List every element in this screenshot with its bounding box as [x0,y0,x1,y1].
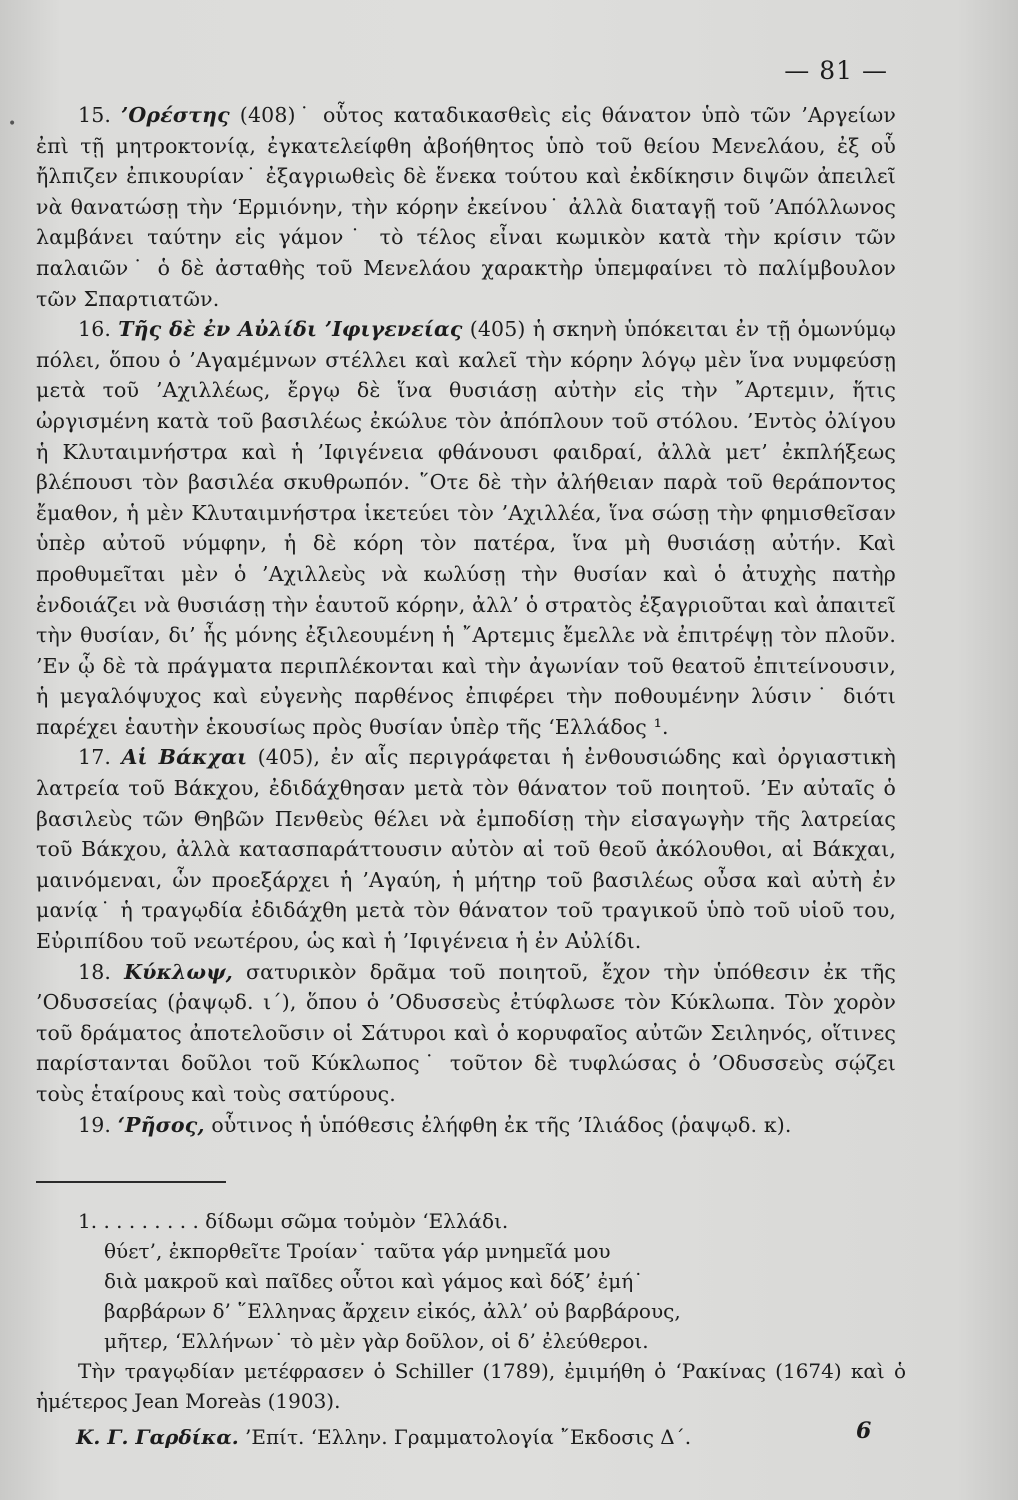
entry-18 [36,957,896,1110]
entry-number: 16. [78,317,112,342]
play-title: ‘Ρῆσος, [117,1112,205,1137]
entry-text: σατυρικὸν δρᾶμα τοῦ ποιητοῦ, ἔχον τὴν ὑπόθεσιν ἐκ τῆς ’Οδυσσείας (ῥαψῳδ. ι´), ὅπου ὁ ’Οδυσσεὺς ἐτύφλωσε τὸν Κύκλωπα. Τὸν χορὸν τοῦ δράματος ἀποτελοῦσιν οἱ Σάτυροι καὶ ὁ κορυφαῖος αὐτῶν Σειληνός, οἵτινες παρίστανται δοῦλοι τοῦ Κύκλωπος˙ τοῦτον δὲ τυφλώσας ὁ ’Οδυσσεὺς σῴζει τοὺς ἑταίρους καὶ τοὺς σατύρους. [36,959,896,1106]
entry-19 [36,1110,896,1141]
entry-number: 17. [78,745,112,770]
entry-15 [36,100,896,314]
main-text [36,100,896,1140]
play-title: ’Ορέστης [121,103,230,127]
footnote-first-line: 1. . . . . . . . . δίδωμι σῶμα τοὐμὸν ‘Ελλάδι. [78,1209,509,1233]
sheet-signature: 6 [856,1418,872,1444]
play-title: Τῆς δὲ ἐν Αὐλίδι ’Ιφιγενείας [118,317,463,342]
entry-17 [36,742,896,956]
page-number: — 81 — [784,56,888,85]
entry-text: (405), ἐν αἷς περιγράφεται ἡ ἐνθουσιώδης καὶ ὀργιαστικὴ λατρεία τοῦ Βάκχου, ἐδιδάχθησαν μετὰ τὸν θάνατον τοῦ ποιητοῦ. ’Εν αὐταῖς ὁ βασιλεὺς τῶν Θηβῶν Πενθεὺς θέλει νὰ ἐμποδίσῃ τὴν εἰσαγωγὴν τῆς λατρείας τοῦ Βάκχου, ἀλλὰ κατασπαράττουσιν αὐτὸν αἱ τοῦ θεοῦ ἀκόλουθοι, αἱ Βάκχαι, μαινόμεναι, ὧν προεξάρχει ἡ ’Αγαύη, ἡ μήτηρ τοῦ βασιλέως οὖσα καὶ αὐτὴ ἐν μανίᾳ˙ ἡ τραγῳδία ἐδιδάχθη μετὰ τὸν θάνατον τοῦ τραγικοῦ ὑπὸ τοῦ υἱοῦ του, Εὐριπίδου τοῦ νεωτέρου, ὡς καὶ ἡ ’Ιφιγένεια ἡ ἐν Αὐλίδι. [36,745,896,954]
footnote-note: Τὴν τραγῳδίαν μετέφρασεν ὁ Schiller (1789), ἐμιμήθη ὁ ‘Ρακίνας (1674) καὶ ὁ ἡμέτερος Jean Moreàs (1903). [36,1359,906,1413]
entry-number: 15. [78,103,112,127]
play-title: Αἱ Βάκχαι [121,745,248,770]
source-line [76,1422,876,1452]
footnote-verse: μῆτερ, ‘Ελλήνων˙ τὸ μὲν γὰρ δοῦλον, οἱ δ’ ἐλεύθεροι. [104,1329,649,1353]
footnote-verse: θύετ’, ἐκπορθεῖτε Τροίαν˙ ταῦτα γάρ μνημεῖά μου [104,1239,611,1263]
entry-number: 19. [78,1112,112,1137]
margin-mark: • [8,116,17,132]
source-work: ’Επίτ. ‘Ελλην. Γραμματολογία ῎Εκδοσις Δ´. [238,1425,692,1449]
footnote-divider [36,1181,226,1183]
footnote [36,1206,906,1416]
entry-number: 18. [78,959,112,984]
entry-16 [36,314,896,742]
footnote-verse: διὰ μακροῦ καὶ παῖδες οὗτοι καὶ γάμος καὶ δόξ’ ἐμή˙ [104,1269,644,1293]
entry-text: (405) ἡ σκηνὴ ὑπόκειται ἐν τῇ ὁμωνύμῳ πόλει, ὅπου ὁ ’Αγαμέμνων στέλλει καὶ καλεῖ τὴν κόρην λόγῳ μὲν ἵνα νυμφεύσῃ μετὰ τοῦ ’Αχιλλέως, ἔργῳ δὲ ἵνα θυσιάσῃ αὐτὴν εἰς τὴν ῎Αρτεμιν, ἥτις ὠργισμένη κατὰ τοῦ βασιλέως ἐκώλυε τὸν ἀπόπλουν τοῦ στόλου. ’Εντὸς ὀλίγου ἡ Κλυταιμνήστρα καὶ ἡ ’Ιφιγένεια φθάνουσι φαιδραί, ἀλλὰ μετ’ ἐκπλήξεως βλέπουσι τὸν βασιλέα σκυθρωπόν. ῞Οτε δὲ τὴν ἀλήθειαν παρὰ τοῦ θεράποντος ἔμαθον, ἡ μὲν Κλυταιμνήστρα ἱκετεύει τὸν ’Αχιλλέα, ἵνα σώσῃ τὴν φημισθεῖσαν ὑπὲρ αὐτοῦ νύμφην, ἡ δὲ κόρη τὸν πατέρα, ἵνα μὴ θυσιάσῃ αὐτήν. Καὶ προθυμεῖται μὲν ὁ ’Αχιλλεὺς νὰ κωλύσῃ τὴν θυσίαν καὶ ὁ ἀτυχὴς πατὴρ ἐνδοιάζει νὰ θυσιάσῃ τὴν ἑαυτοῦ κόρην, ἀλλ’ ὁ στρατὸς ἐξαγριοῦται καὶ ἀπαιτεῖ τὴν θυσίαν, δι’ ἧς μόνης ἐξιλεουμένη ἡ ῎Αρτεμις ἔμελλε νὰ ἐπιτρέψῃ τὸν πλοῦν. ’Εν ᾧ δὲ τὰ πράγματα περιπλέκονται καὶ τὴν ἀγωνίαν τοῦ θεατοῦ ἐπιτείνουσιν, ἡ μεγαλόψυχος καὶ εὐγενὴς παρθένος ἐπιφέρει τὴν ποθουμένην λύσιν˙ διότι παρέχει ἑαυτὴν ἑκουσίως πρὸς θυσίαν ὑπὲρ τῆς ‘Ελλάδος ¹. [36,317,896,739]
play-title: Κύκλωψ, [124,959,233,984]
footnote-verse: βαρβάρων δ’ ῞Ελληνας ἄρχειν εἰκός, ἀλλ’ οὐ βαρβάρους, [104,1299,681,1323]
entry-text: οὗτινος ἡ ὑπόθεσις ἐλήφθη ἐκ τῆς ’Ιλιάδος (ῥαψῳδ. κ). [204,1112,792,1137]
entry-text: (408)˙ οὗτος καταδικασθεὶς εἰς θάνατον ὑπὸ τῶν ’Αργείων ἐπὶ τῇ μητροκτονίᾳ, ἐγκατελείφθη ἀβοήθητος ὑπὸ τοῦ θείου Μενελάου, ἐξ οὗ ἤλπιζεν ἐπικουρίαν˙ ἐξαγριωθεὶς δὲ ἕνεκα τούτου καὶ ἐκδίκησιν διψῶν ἀπειλεῖ νὰ θανατώσῃ τὴν ‘Ερμιόνην, τὴν κόρην ἐκείνου˙ ἀλλὰ διαταγῇ τοῦ ’Απόλλωνος λαμβάνει ταύτην εἰς γάμον˙ τὸ τέλος εἶναι κωμικὸν κατὰ τὴν κρίσιν τῶν παλαιῶν˙ ὁ δὲ ἀσταθὴς τοῦ Μενελάου χαρακτὴρ ὑπεμφαίνει τὸ παλίμβουλον τῶν Σπαρτιατῶν. [36,103,896,311]
source-author: Κ. Γ. Γαρδίκα. [76,1425,239,1449]
